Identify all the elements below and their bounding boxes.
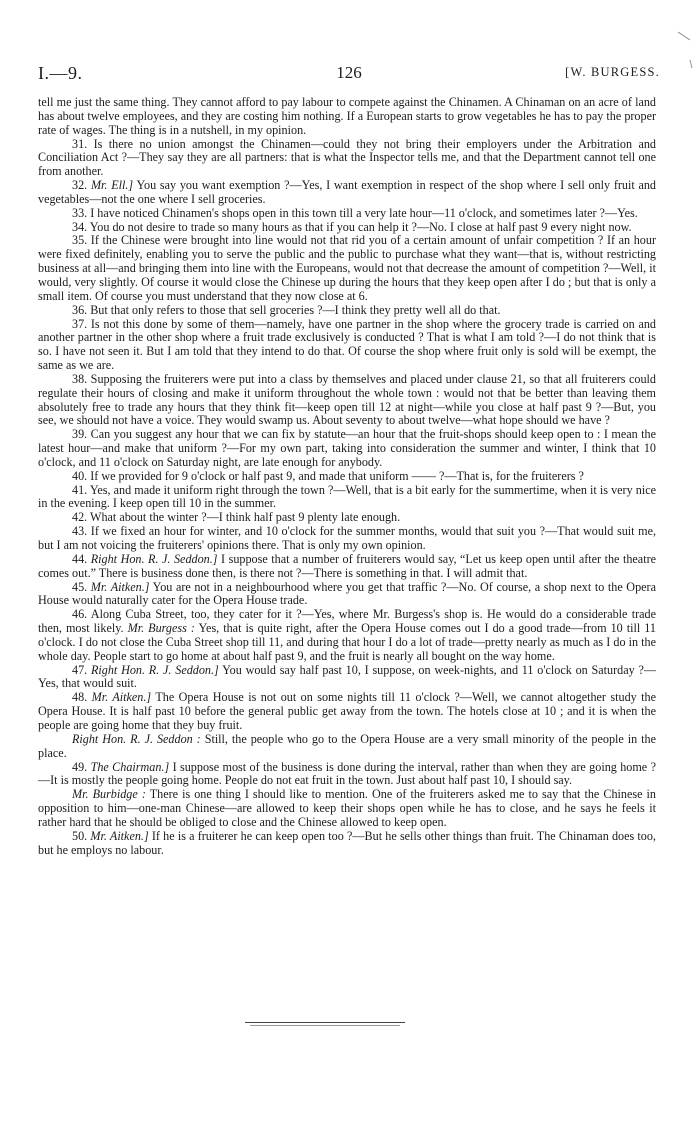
paragraph-text: You would say half past 10, I suppose, on week-nights, and 11 o'clock on Saturday ?—Yes, that would suit.: [38, 662, 657, 691]
paragraph: 37. Is not this done by some of them—namely, have one partner in the shop where the grocery trade is carried on and another partner in the other shop where a fruit trade exclusively is conducted ? That is what I am told ?—I do not think that is so. I have not seen it. But I am told that they intend to do that. Of course the shop where fruit only is sold will be exempt, the same as we are.: [38, 316, 656, 373]
paragraph: [38, 691, 656, 733]
paragraph: [38, 179, 656, 207]
paragraph-text: If he is a fruiterer he can keep open too ?—But he sells other things than fruit. The Chinaman does too, but he employs no labour.: [38, 828, 656, 857]
paragraph-text: There is one thing I should like to mention. One of the fruiterers asked me to say that the Chinese in opposition to him—one-man Chinese—are allowed to keep their shops open while he has to close, and he says he feels it rather hard that he should be obliged to close and the Chinese allowed to keep open.: [38, 787, 656, 829]
paragraph: 43. If we fixed an hour for winter, and 10 o'clock for the summer months, would that suit you ?—That would suit me, but I am not voicing the fruiterers' opinions there. That is only my own opinion.: [38, 524, 656, 552]
paragraph-text: I suppose most of the business is done during the interval, rather than when they are going home ?—It is mostly the people going home. People do not eat fruit in the town. Just about half past 10, I should say.: [38, 759, 656, 788]
evidence-body: [38, 96, 656, 857]
paragraph: [38, 830, 656, 858]
paragraph: 38. Supposing the fruiterers were put into a class by themselves and placed under clause 21, so that all fruiterers could regulate their hours of closing and make it uniform throughout the whole town : would not that be better than leaving them absolutely free to trade any hours that they think fit—keep open till 12 at night—while you close at half past 9 ?—But, you see, we should not have a voice. They would swamp us. About seventy to about twelve—what hope should we have ?: [38, 371, 656, 428]
speaker: Mr. Ell.]: [90, 178, 134, 193]
section-end-rule-secondary: [250, 1025, 400, 1026]
paragraph-text: The Opera House is not out on some nights till 11 o'clock ?—Well, we cannot altogether study the Opera House. It is half past 10 before the general public get away from the town. The hotels close at 10 ; and it is when the people are going home that they buy fruit.: [38, 690, 656, 732]
speaker: Right Hon. R. J. Seddon :: [72, 731, 201, 746]
section-end-rule: [245, 1022, 405, 1023]
paragraph: [38, 761, 656, 789]
speaker: Mr. Aitken.]: [91, 690, 152, 705]
paragraph-text: You are not in a neighbourhood where you get that traffic ?—No. Of course, a shop next to the Opera House would naturally cater for the Opera House trade.: [38, 579, 656, 608]
question-number: 32.: [72, 178, 88, 193]
paragraph-text: You say you want exemption ?—Yes, I want exemption in respect of the shop where I sell only fruit and vegetables—not the one where I sell groceries.: [38, 178, 656, 206]
paragraph-text: I suppose that a number of fruiterers would say, “Let us keep open until after the theatre comes out.” There is business done then, is there not ?—There is something in that. I will admit that.: [38, 551, 656, 580]
paragraph: 39. Can you suggest any hour that we can fix by statute—an hour that the fruit-shops should keep open to : I mean the latest hour—and make that uniform ?—For my own part, taking into consideration the summer and winter, I think that 10 o'clock, and 11 o'clock on Saturday night, are late enough for anybody.: [38, 427, 656, 469]
parliamentary-paper-reference: I.—9.: [38, 63, 83, 83]
speaker: Mr. Aitken.]: [90, 579, 150, 594]
paragraph: 42. What about the winter ?—I think half past 9 plenty late enough.: [72, 510, 401, 525]
paragraph-text: Along Cuba Street, too, they cater for it ?—Yes, where Mr. Burgess's shop is. He would do a considerable trade then, most likely.: [38, 607, 656, 636]
witness-name: [W. BURGESS.: [565, 65, 660, 79]
paragraph: [38, 664, 656, 692]
speaker: Mr. Aitken.]: [90, 828, 149, 843]
speaker: Mr. Burbidge :: [72, 787, 146, 802]
paragraph: 41. Yes, and made it uniform right through the town ?—Well, that is a bit early for the summertime, when it is very nice in the evening. I keep open till 10 in the summer.: [38, 482, 656, 511]
paragraph: 35. If the Chinese were brought into line would not that rid you of a certain amount of unfair competition ? If an hour were fixed definitely, enabling you to serve the public and the public to purchase what they want—that is, without restricting business at all—and bringing them into line with the Europeans, would not that decrease the amount of competition ?—Well, it would, very slightly. Of course it would close the Chinese up during the hours that they keep open after I do ; but that is only a small item. Of course you must understand that they now close at 6.: [38, 233, 656, 303]
paragraph: 40. If we provided for 9 o'clock or half past 9, and made that uniform —— ?—That is, for the fruiterers ?: [72, 468, 584, 483]
paragraph: 34. You do not desire to trade so many hours as that if you can help it ?—No. I close at half past 9 every night now.: [72, 219, 632, 234]
paragraph: [38, 553, 656, 581]
paragraph-text: Still, the people who go to the Opera House are a very small minority of the people in the place.: [38, 731, 656, 760]
page-number: 126: [336, 63, 362, 82]
paragraph: [38, 581, 656, 609]
question-number: 46.: [72, 607, 88, 622]
speaker: Mr. Burgess :: [127, 621, 195, 636]
paragraph: 33. I have noticed Chinamen's shops open in this town till a very late hour—11 o'clock, and sometimes later ?—Yes.: [72, 205, 638, 220]
question-number: 44.: [72, 551, 88, 566]
scan-edge-mark-icon: [676, 30, 694, 70]
question-number: 47.: [72, 662, 88, 677]
speaker: The Chairman.]: [90, 759, 170, 774]
paragraph: [38, 788, 656, 830]
paragraph-text: Yes, that is quite right, after the Opera House comes out I do a good trade—from 10 till 11 o'clock. I do not close the Cuba Street shop till 11, and during that hour I do a lot of trade—pretty nearly as much as I do in the whole day. People start to go home at about half past 9, and the fruit is nearly all bought on the way home.: [38, 621, 656, 663]
paragraph: 31. Is there no union amongst the Chinamen—could they not bring their employers under the Arbitration and Conciliation Act ?—They say they are all partners: that is what the Inspector tells me, and that the Department cannot tell one from another.: [38, 136, 656, 179]
question-number: 48.: [72, 690, 88, 705]
question-number: 45.: [72, 579, 88, 594]
speaker: Right Hon. R. J. Seddon.]: [90, 551, 218, 566]
question-number: 49.: [72, 759, 88, 774]
paragraph: [38, 733, 656, 761]
speaker: Right Hon. R. J. Seddon.]: [90, 662, 219, 677]
paragraph: 36. But that only refers to those that sell groceries ?—I think they pretty well all do that.: [72, 302, 501, 317]
page-header: [38, 63, 660, 85]
question-number: 50.: [72, 828, 88, 843]
paragraph: [38, 608, 656, 663]
paragraph: tell me just the same thing. They cannot afford to pay labour to compete against the Chinamen. A Chinaman on an acre of land has about twelve employees, and they are costing him nothing. If a European starts to grow vegetables he has to pay the proper rate of wages. The thing is in a nutshell, in my opinion.: [38, 95, 656, 137]
